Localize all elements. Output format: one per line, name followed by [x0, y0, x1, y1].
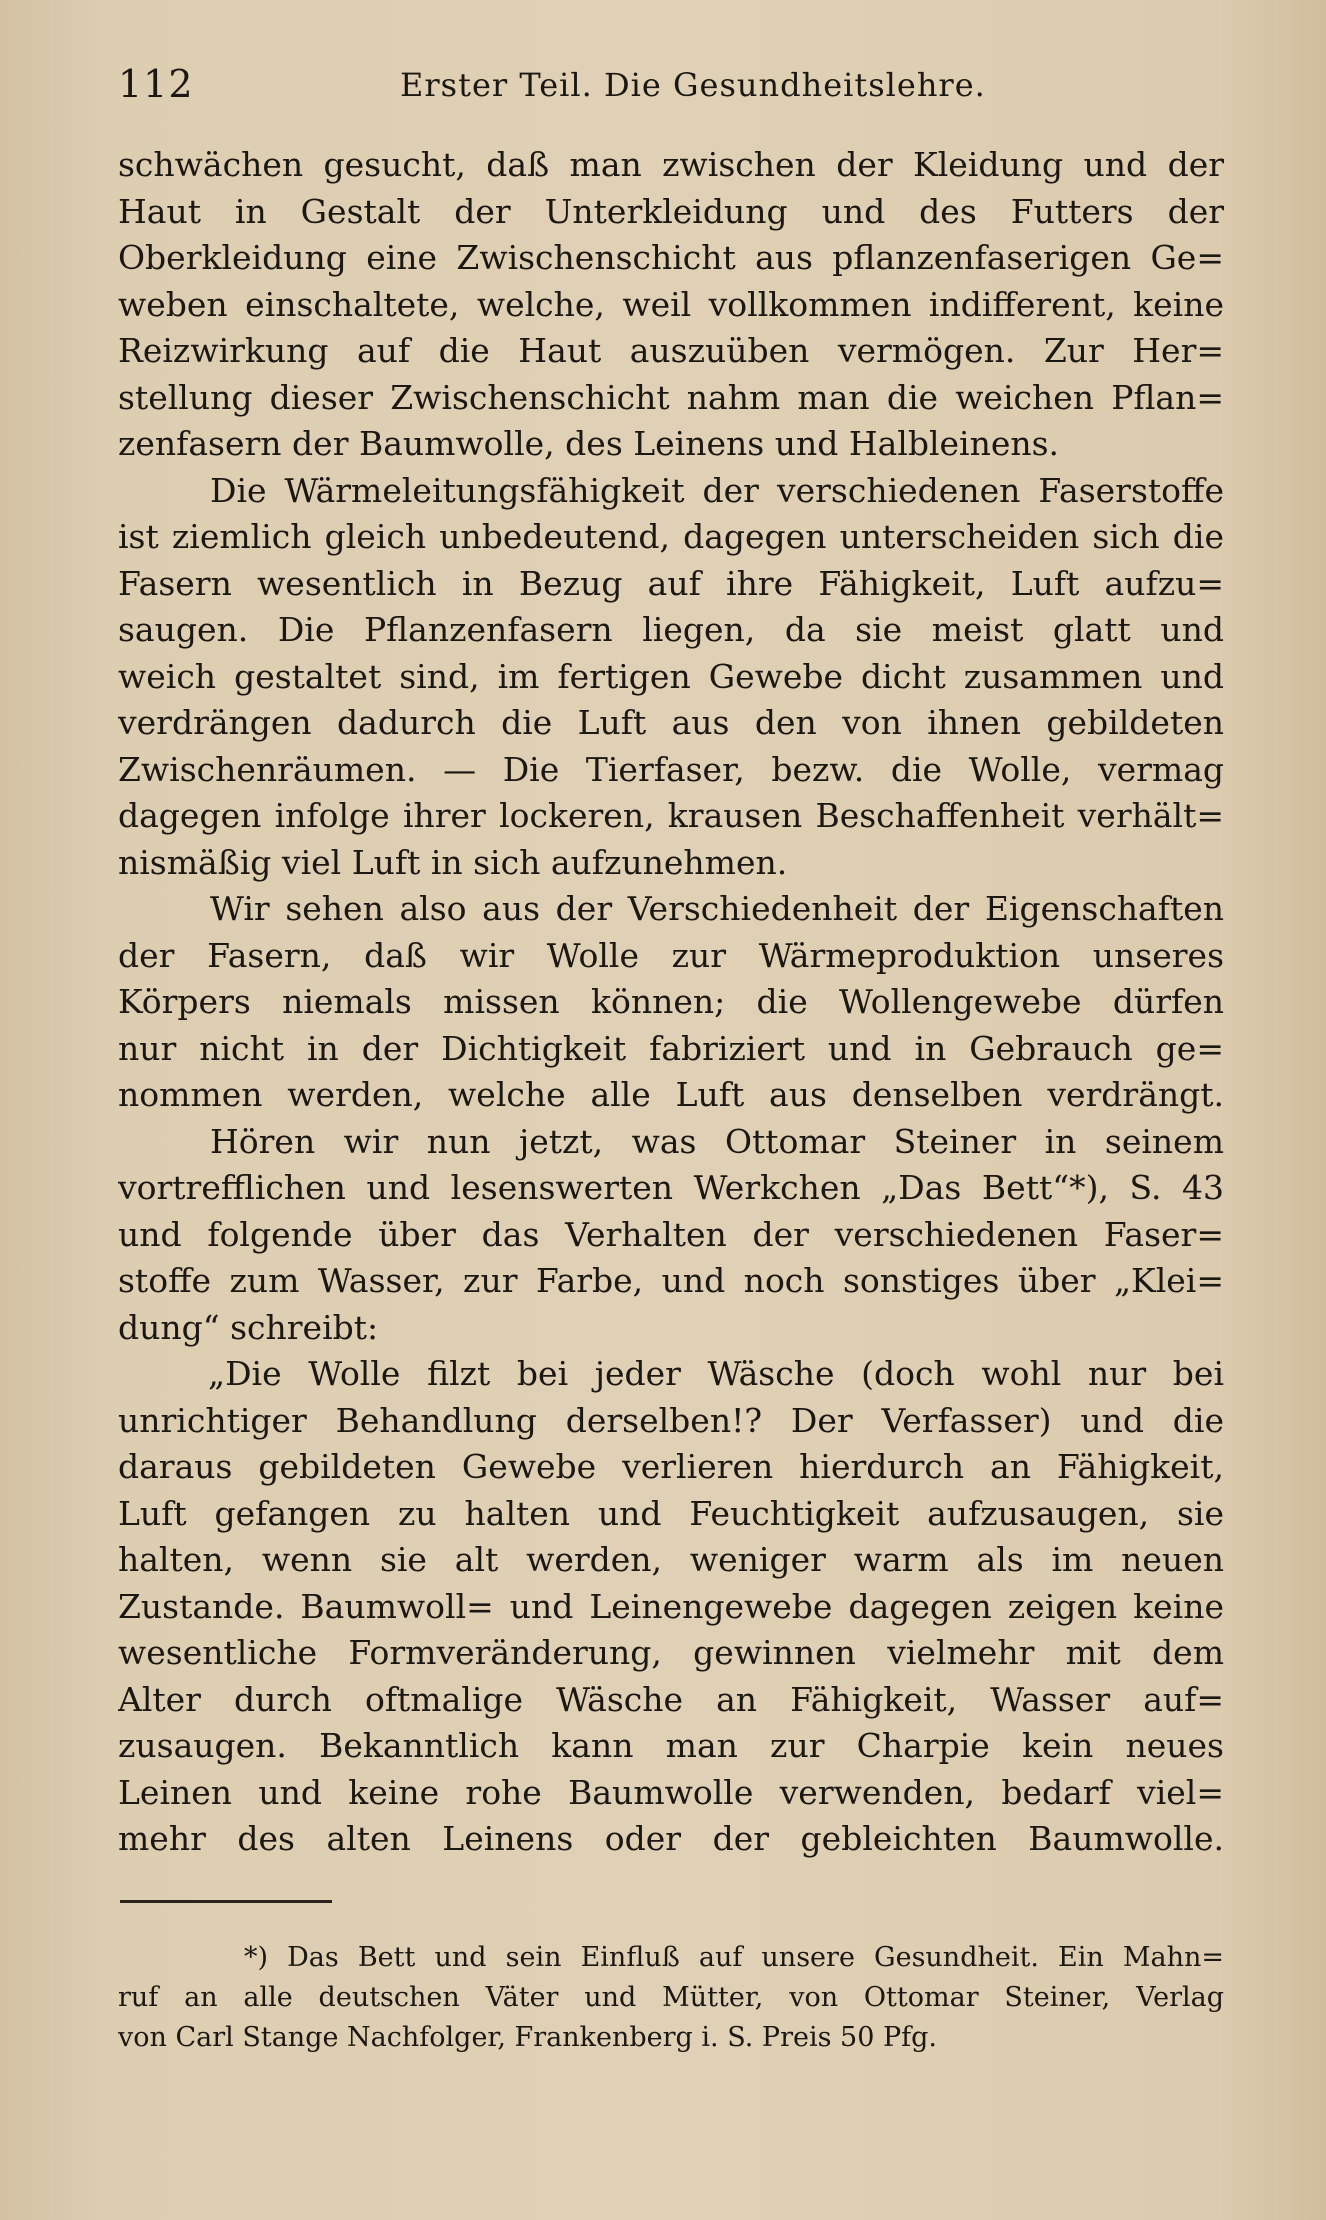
text-line: weben einschaltete, welche, weil vollkommen indifferent, keine [118, 284, 1224, 324]
text-line: Haut in Gestalt der Unterkleidung und des Futters der [118, 191, 1224, 231]
text-line: und folgende über das Verhalten der verschiedenen Faser= [118, 1214, 1224, 1254]
footnote-separator [120, 1900, 332, 1903]
text-line: verdrängen dadurch die Luft aus den von ihnen gebildeten [118, 703, 1224, 742]
text-line: vortrefflichen und lesenswerten Werkchen „Das Bett“*), S. 43 [118, 1168, 1224, 1207]
text-line: wesentliche Formveränderung, gewinnen vielmehr mit dem [118, 1633, 1224, 1672]
text-line: Zustande. Baumwoll= und Leinengewebe dagegen zeigen keine [118, 1586, 1224, 1626]
text-line: Reizwirkung auf die Haut auszuüben vermögen. Zur Her= [118, 331, 1224, 370]
text-line: nismäßig viel Luft in sich aufzunehmen. [118, 842, 788, 882]
text-line: Luft gefangen zu halten und Feuchtigkeit aufzusaugen, sie [118, 1493, 1224, 1533]
text-line: Leinen und keine rohe Baumwolle verwenden, bedarf viel= [118, 1772, 1224, 1812]
text-line: Die Wärmeleitungsfähigkeit der verschiedenen Faserstoffe [210, 470, 1224, 510]
text-line: dung“ schreibt: [118, 1307, 379, 1347]
text-line: „Die Wolle filzt bei jeder Wäsche (doch wohl nur bei [208, 1354, 1224, 1393]
text-line: stellung dieser Zwischenschicht nahm man die weichen Pflan= [118, 377, 1224, 417]
text-line: Alter durch oftmalige Wäsche an Fähigkeit, Wasser auf= [118, 1679, 1224, 1719]
text-line: der Fasern, daß wir Wolle zur Wärmeproduktion unseres [118, 935, 1224, 975]
text-line: unrichtiger Behandlung derselben!? Der Verfasser) und die [118, 1400, 1224, 1440]
text-line: mehr des alten Leinens oder der gebleichten Baumwolle. [118, 1819, 1224, 1858]
text-line: zusaugen. Bekanntlich kann man zur Charpie kein neues [118, 1726, 1224, 1765]
text-line: ist ziemlich gleich unbedeutend, dagegen unterscheiden sich die [118, 517, 1224, 556]
page-header [118, 62, 1216, 112]
footnote-line: von Carl Stange Nachfolger, Frankenberg i. S. Preis 50 Pfg. [118, 2022, 938, 2053]
text-line: nur nicht in der Dichtigkeit fabriziert und in Gebrauch ge= [118, 1028, 1224, 1068]
footnote-line: ruf an alle deutschen Väter und Mütter, von Ottomar Steiner, Verlag [118, 1982, 1224, 2013]
text-line: Zwischenräumen. — Die Tierfaser, bezw. die Wolle, vermag [118, 749, 1224, 789]
footnote-line: *) Das Bett und sein Einfluß auf unsere Gesundheit. Ein Mahn= [244, 1942, 1224, 1973]
text-line: Oberkleidung eine Zwischenschicht aus pflanzenfaserigen Ge= [118, 238, 1224, 277]
text-line: weich gestaltet sind, im fertigen Gewebe dicht zusammen und [118, 656, 1224, 696]
running-head: Erster Teil. Die Gesundheitslehre. [400, 66, 986, 104]
text-line: nommen werden, welche alle Luft aus denselben verdrängt. [118, 1075, 1224, 1114]
text-line: daraus gebildeten Gewebe verlieren hierdurch an Fähigkeit, [118, 1447, 1224, 1486]
text-line: Fasern wesentlich in Bezug auf ihre Fähigkeit, Luft aufzu= [118, 563, 1224, 603]
footnote [118, 1938, 1224, 2058]
body-text [118, 142, 1224, 1863]
page-number: 112 [118, 62, 194, 106]
text-line: schwächen gesucht, daß man zwischen der Kleidung und der [118, 145, 1224, 184]
text-line: Hören wir nun jetzt, was Ottomar Steiner in seinem [210, 1121, 1224, 1161]
text-line: dagegen infolge ihrer lockeren, krausen Beschaffenheit verhält= [118, 796, 1224, 835]
text-line: Wir sehen also aus der Verschiedenheit der Eigenschaften [210, 889, 1224, 928]
text-line: stoffe zum Wasser, zur Farbe, und noch sonstiges über „Klei= [118, 1261, 1224, 1300]
text-line: halten, wenn sie alt werden, weniger warm als im neuen [118, 1540, 1224, 1579]
text-line: saugen. Die Pflanzenfasern liegen, da sie meist glatt und [118, 610, 1224, 649]
text-line: Körpers niemals missen können; die Wollengewebe dürfen [118, 982, 1224, 1021]
text-line: zenfasern der Baumwolle, des Leinens und Halbleinens. [118, 424, 1060, 463]
